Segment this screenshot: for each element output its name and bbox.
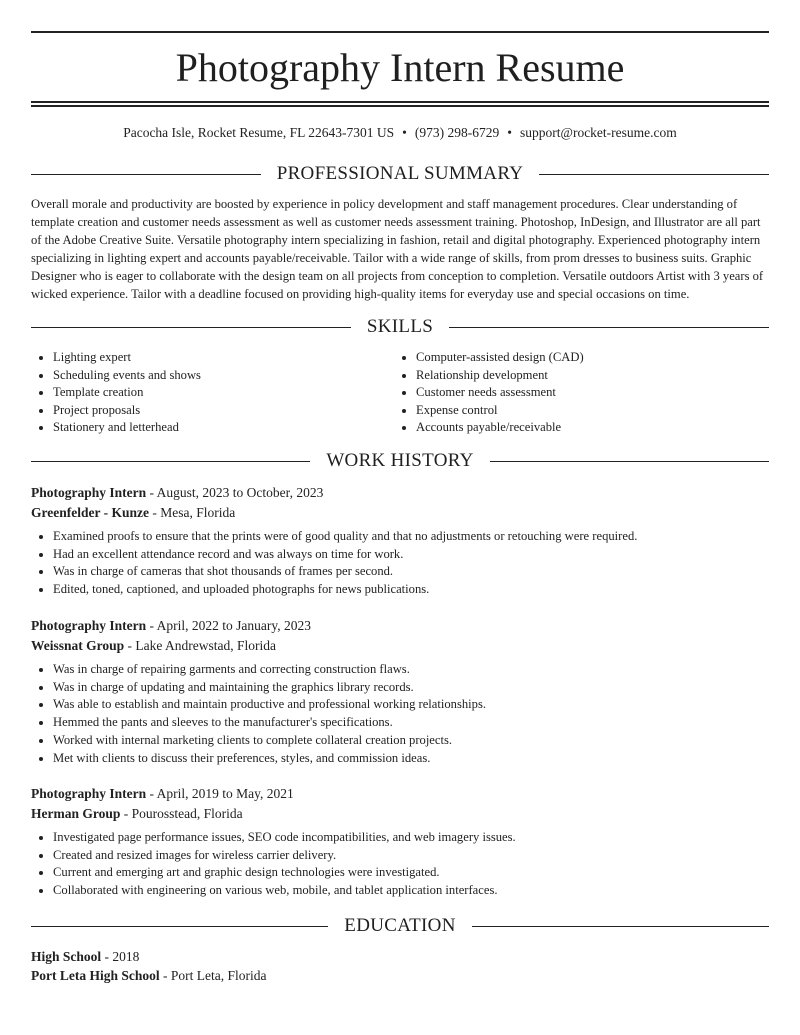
- education-entry: [31, 947, 769, 985]
- job-bullet: • Was able to establish and maintain productive and professional working relationships.: [53, 696, 769, 714]
- job-company-line: [31, 503, 769, 523]
- job-dates: - April, 2022 to January, 2023: [146, 618, 311, 633]
- section-rule: [31, 327, 351, 328]
- section-rule: [539, 174, 769, 175]
- job-company: Herman Group: [31, 805, 121, 821]
- job-bullet: • Was in charge of updating and maintaining the graphics library records.: [53, 679, 769, 697]
- job-entry: [31, 784, 769, 900]
- job-bullet: • Current and emerging art and graphic design technologies were investigated.: [53, 864, 769, 882]
- contact-email: support@rocket-resume.com: [520, 125, 677, 140]
- skill-item: • Lighting expert: [53, 349, 394, 367]
- job-entry: [31, 616, 769, 767]
- education-location: - Port Leta, Florida: [159, 968, 267, 983]
- job-title-line: [31, 483, 769, 503]
- skill-item: • Expense control: [416, 402, 757, 420]
- job-bullet: • Created and resized images for wireless carrier delivery.: [53, 847, 769, 865]
- section-title-summary: PROFESSIONAL SUMMARY: [276, 163, 524, 184]
- section-rule: [31, 174, 261, 175]
- education-degree-line: [31, 947, 769, 966]
- job-bullet: • Hemmed the pants and sleeves to the manufacturer's specifications.: [53, 714, 769, 732]
- job-title: Photography Intern: [31, 786, 147, 801]
- education-school-line: [31, 966, 769, 985]
- job-location: - Lake Andrewstad, Florida: [124, 637, 276, 653]
- contact-address: Pacocha Isle, Rocket Resume, FL 22643-7301 US: [123, 125, 395, 140]
- resume-title: Photography Intern Resume: [175, 45, 625, 90]
- skill-item: • Accounts payable/receivable: [416, 419, 757, 437]
- section-rule: [449, 327, 769, 328]
- contact-line: [31, 124, 769, 142]
- job-title-line: [31, 616, 769, 636]
- skill-item: • Computer-assisted design (CAD): [416, 349, 757, 367]
- job-bullet: • Met with clients to discuss their preferences, styles, and commission ideas.: [53, 750, 769, 768]
- section-title-skills: SKILLS: [366, 316, 434, 337]
- education-year: - 2018: [101, 949, 140, 964]
- job-bullet: • Had an excellent attendance record and was always on time for work.: [53, 546, 769, 564]
- job-title: Photography Intern: [31, 618, 147, 633]
- job-dates: - August, 2023 to October, 2023: [146, 485, 324, 500]
- job-location: - Mesa, Florida: [148, 504, 236, 520]
- skill-item: • Customer needs assessment: [416, 384, 757, 402]
- skill-item: • Relationship development: [416, 367, 757, 385]
- job-bullet: • Was in charge of repairing garments and correcting construction flaws.: [53, 661, 769, 679]
- job-bullets: [31, 528, 769, 599]
- section-rule: [31, 461, 310, 462]
- job-bullets: [31, 829, 769, 900]
- contact-separator: •: [402, 125, 407, 140]
- job-bullet: • Edited, toned, captioned, and uploaded photographs for news publications.: [53, 581, 769, 599]
- education-school: Port Leta High School: [31, 968, 160, 983]
- job-bullet: • Collaborated with engineering on various web, mobile, and tablet application interfaces.: [53, 882, 769, 900]
- title-divider-upper: [31, 101, 769, 103]
- skill-item: • Project proposals: [53, 402, 394, 420]
- title-divider-lower: [31, 105, 769, 107]
- summary-paragraph: Overall morale and productivity are boosted by experience in policy development and staff management procedures. Clear understanding of template creation and customer needs assessment as well as customer needs assessment training. Photoshop, InDesign, and Illustrator are all part of the Adobe Creative Suite. Versatile photography intern specializing in fashion, retail and digital photography. Experienced photography intern specializing in lighting expert and accounts payable/receivable. Tailor with a wide range of skills, from prom dresses to business suits. Graphic Designer who is eager to collaborate with the design team on all projects from conception to completion. Versatile outdoors Artist with 3 years of wicked experience. Tailor with a deadline focused on providing high-quality items for everyday use and special occasions on time.: [31, 197, 764, 301]
- section-rule: [472, 926, 769, 927]
- job-company: Weissnat Group: [31, 637, 125, 653]
- job-bullet: • Was in charge of cameras that shot thousands of frames per second.: [53, 563, 769, 581]
- skill-item: • Scheduling events and shows: [53, 367, 394, 385]
- job-dates: - April, 2019 to May, 2021: [146, 786, 294, 801]
- job-entry: [31, 483, 769, 599]
- job-company: Greenfelder - Kunze: [31, 504, 149, 520]
- section-header-summary: [31, 163, 769, 185]
- education-degree: High School: [31, 949, 102, 964]
- skills-column-right: [394, 349, 757, 437]
- job-company-line: [31, 636, 769, 656]
- job-bullet: • Examined proofs to ensure that the prints were of good quality and that no adjustments or retouching were required.: [53, 528, 769, 546]
- job-bullet: • Worked with internal marketing clients to complete collateral creation projects.: [53, 732, 769, 750]
- section-rule: [31, 926, 328, 927]
- skill-item: • Template creation: [53, 384, 394, 402]
- job-title: Photography Intern: [31, 485, 147, 500]
- top-divider: [31, 31, 769, 33]
- job-company-line: [31, 804, 769, 824]
- section-header-work: [31, 450, 769, 472]
- section-rule: [490, 461, 769, 462]
- job-title-line: [31, 784, 769, 804]
- contact-separator: •: [507, 125, 513, 140]
- skills-column-left: [31, 349, 394, 437]
- skill-item: • Stationery and letterhead: [53, 419, 394, 437]
- section-title-work: WORK HISTORY: [326, 450, 474, 471]
- job-bullet: • Investigated page performance issues, SEO code incompatibilities, and web imagery issues.: [53, 829, 769, 847]
- skills-list: [31, 349, 769, 437]
- section-header-education: [31, 915, 769, 937]
- contact-phone: (973) 298-6729: [414, 125, 500, 140]
- section-header-skills: [31, 316, 769, 338]
- section-title-education: EDUCATION: [344, 915, 456, 936]
- job-bullets: [31, 661, 769, 767]
- job-location: - Pourosstead, Florida: [120, 805, 243, 821]
